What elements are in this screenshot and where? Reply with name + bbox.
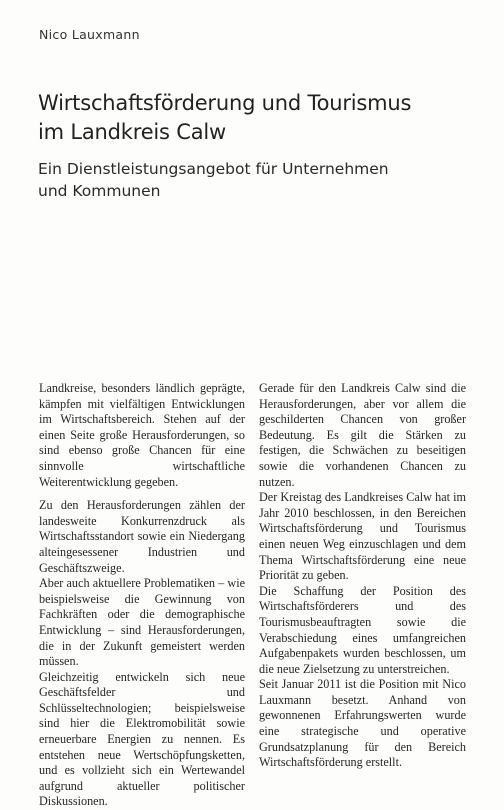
article-subtitle-line-1: Ein Dienstleistungsangebot für Unternehmen [38, 160, 389, 178]
paragraph: Gerade für den Landkreis Calw sind die Herausforderungen, aber vor allem die geschilderten Chancen von großer Bedeutung. Es gilt die Stärken zu festigen, die Schwächen zu beseitigen sowie die vorhandenen Chancen zu nutzen. [259, 381, 466, 489]
paragraph: Zu den Herausforderungen zählen der landesweite Konkurrenzdruck als Wirtschaftsstandort sowie ein Niedergang alteingesessener Industrien und Geschäftszweige. [39, 498, 245, 575]
paragraph: Seit Januar 2011 ist die Position mit Nico Lauxmann besetzt. Anhand von gewonnenen Erfahrungswerten wurde eine strategische und operative Grundsatzplanung für den Bereich Wirtschaftsförderung erstellt. [259, 677, 466, 770]
article-subtitle-line-2: und Kommunen [38, 182, 161, 200]
paragraph: Landkreise, besonders ländlich geprägte, kämpfen mit vielfältigen Entwicklungen im Wirtschaftsbereich. Stehen auf der einen Seite große Herausforderungen, so sind ebenso große Chancen für eine sinnvolle wirtschaftliche Weiterentwicklung gegeben. [39, 381, 245, 489]
paragraph: Der Kreistag des Landkreises Calw hat im Jahr 2010 beschlossen, in den Bereichen Wirtschaftsförderung und Tourismus einen neuen Weg einzuschlagen und dem Thema Wirtschaftsförderung eine neue Priorität zu geben. [259, 490, 466, 583]
body-column-right [259, 381, 466, 771]
article-subtitle [38, 158, 478, 202]
author-name: Nico Lauxmann [39, 27, 140, 42]
article-title-line-1: Wirtschaftsförderung und Tourismus [38, 91, 412, 115]
paragraph: Aber auch aktuellere Problematiken – wie beispielsweise die Gewinnung von Fachkräften oder die demographische Entwicklung – sind Herausforderungen, die in der Zukunft gemeistert werden müssen. [39, 576, 245, 669]
article-title-line-2: im Landkreis Calw [38, 120, 227, 144]
article-title [38, 89, 478, 147]
body-column-left [39, 381, 245, 810]
paragraph: Gleichzeitig entwickeln sich neue Geschäftsfelder und Schlüsseltechnologien; beispielsweise sind hier die Elektromobilität sowie erneuerbare Energien zu nennen. Es entstehen neue Wertschöpfungsketten, und es vollzieht sich ein Wertewandel aufgrund aktueller politischer Diskussionen. [39, 669, 245, 809]
paragraph: Die Schaffung der Position des Wirtschaftsförderers und des Tourismusbeauftragten sowie die Verabschiedung eines umfangreichen Aufgabenpakets wurden beschlossen, um die neue Zielsetzung zu unterstreichen. [259, 583, 466, 676]
